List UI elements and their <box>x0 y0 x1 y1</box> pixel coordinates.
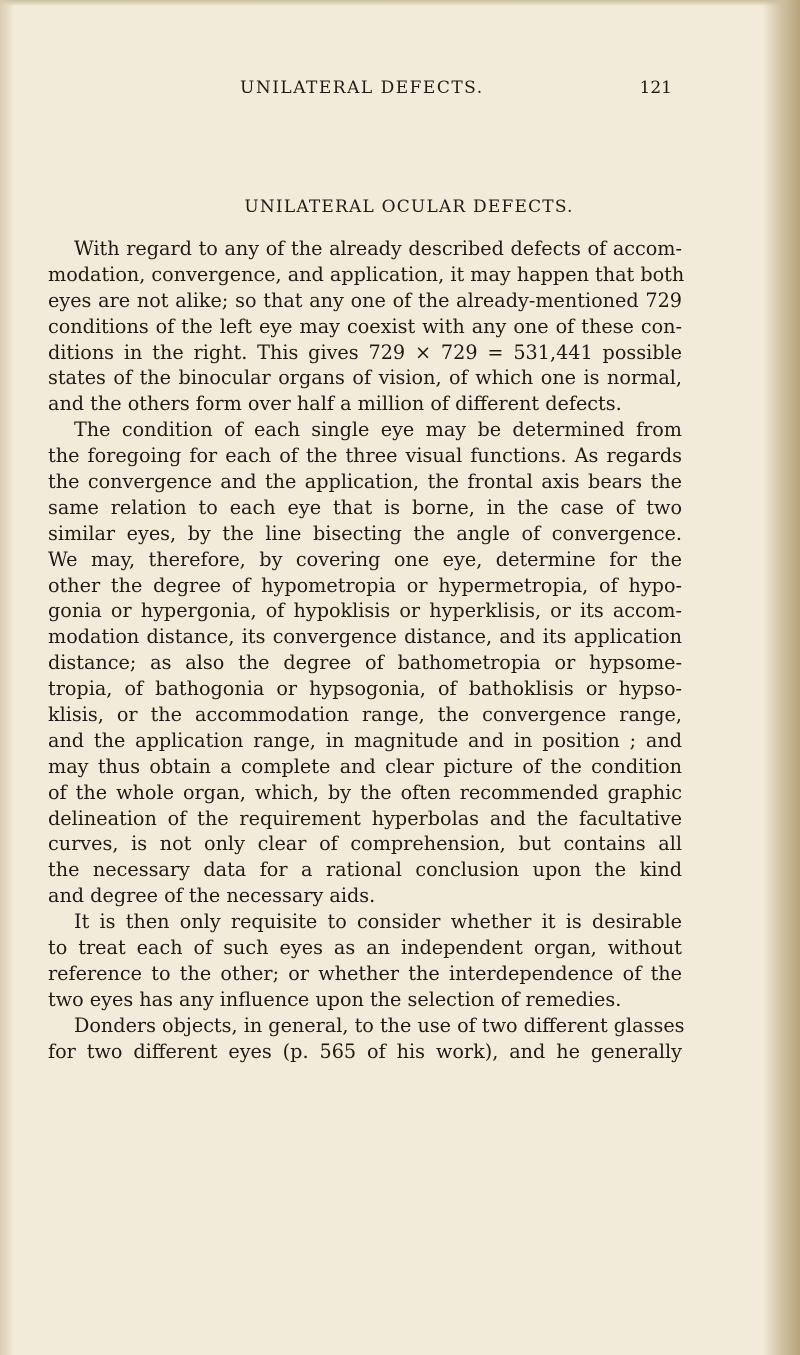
text-line: distance; as also the degree of bathometropia or hypsome- <box>48 651 682 675</box>
text-line: may thus obtain a complete and clear picture of the condition <box>48 754 682 778</box>
text-line: modation, convergence, and application, it may happen that both <box>48 262 685 286</box>
text-line: for two different eyes (p. 565 of his work), and he generally <box>48 1039 682 1063</box>
text-line: similar eyes, by the line bisecting the angle of convergence. <box>48 521 682 545</box>
text-line: gonia or hypergonia, of hypoklisis or hyperklisis, or its accom- <box>48 599 682 623</box>
text-line: other the degree of hypometropia or hypermetropia, of hypo- <box>48 573 682 597</box>
text-line: ditions in the right. This gives 729 × 729 = 531,441 possible <box>48 340 682 364</box>
page-number: 121 <box>639 78 672 98</box>
text-line: The condition of each single eye may be determined from <box>74 418 682 442</box>
page-top-edge <box>0 0 800 6</box>
text-line: curves, is not only clear of comprehension, but contains all <box>48 832 682 856</box>
text-line: conditions of the left eye may coexist with any one of these con- <box>48 314 682 338</box>
text-line: and the others form over half a million of different defects. <box>48 392 622 416</box>
text-line: same relation to each eye that is borne, in the case of two <box>48 495 682 519</box>
text-line: tropia, of bathogonia or hypsogonia, of bathoklisis or hypso- <box>48 677 682 701</box>
text-line: states of the binocular organs of vision, of which one is normal, <box>48 366 682 390</box>
text-line: of the whole organ, which, by the often recommended graphic <box>48 780 682 804</box>
text-line: eyes are not alike; so that any one of the already-mentioned 729 <box>48 288 682 312</box>
text-line: and degree of the necessary aids. <box>48 884 376 908</box>
text-line: klisis, or the accommodation range, the convergence range, <box>48 703 682 727</box>
text-line: With regard to any of the already described defects of accom- <box>74 237 682 260</box>
text-line: and the application range, in magnitude and in position ; and <box>48 728 682 752</box>
text-line: the necessary data for a rational conclusion upon the kind <box>48 858 682 882</box>
section-title: UNILATERAL OCULAR DEFECTS. <box>244 197 574 217</box>
text-line: Donders objects, in general, to the use of two different glasses <box>74 1013 685 1037</box>
running-title: UNILATERAL DEFECTS. <box>240 78 484 98</box>
text-line: reference to the other; or whether the interdependence of the <box>48 961 682 985</box>
text-line: modation distance, its convergence distance, and its application <box>48 625 682 649</box>
running-head <box>240 78 672 102</box>
text-line: to treat each of such eyes as an independent organ, without <box>48 936 682 960</box>
text-line: It is then only requisite to consider whether it is desirable <box>74 910 682 934</box>
text-line: delineation of the requirement hyperbolas and the facultative <box>48 806 682 830</box>
body-text <box>48 236 685 1065</box>
text-line: two eyes has any influence upon the selection of remedies. <box>48 987 622 1011</box>
text-line: the foregoing for each of the three visual functions. As regards <box>48 444 682 468</box>
text-line: the convergence and the application, the frontal axis bears the <box>48 470 682 494</box>
text-line: We may, therefore, by covering one eye, determine for the <box>48 547 682 571</box>
